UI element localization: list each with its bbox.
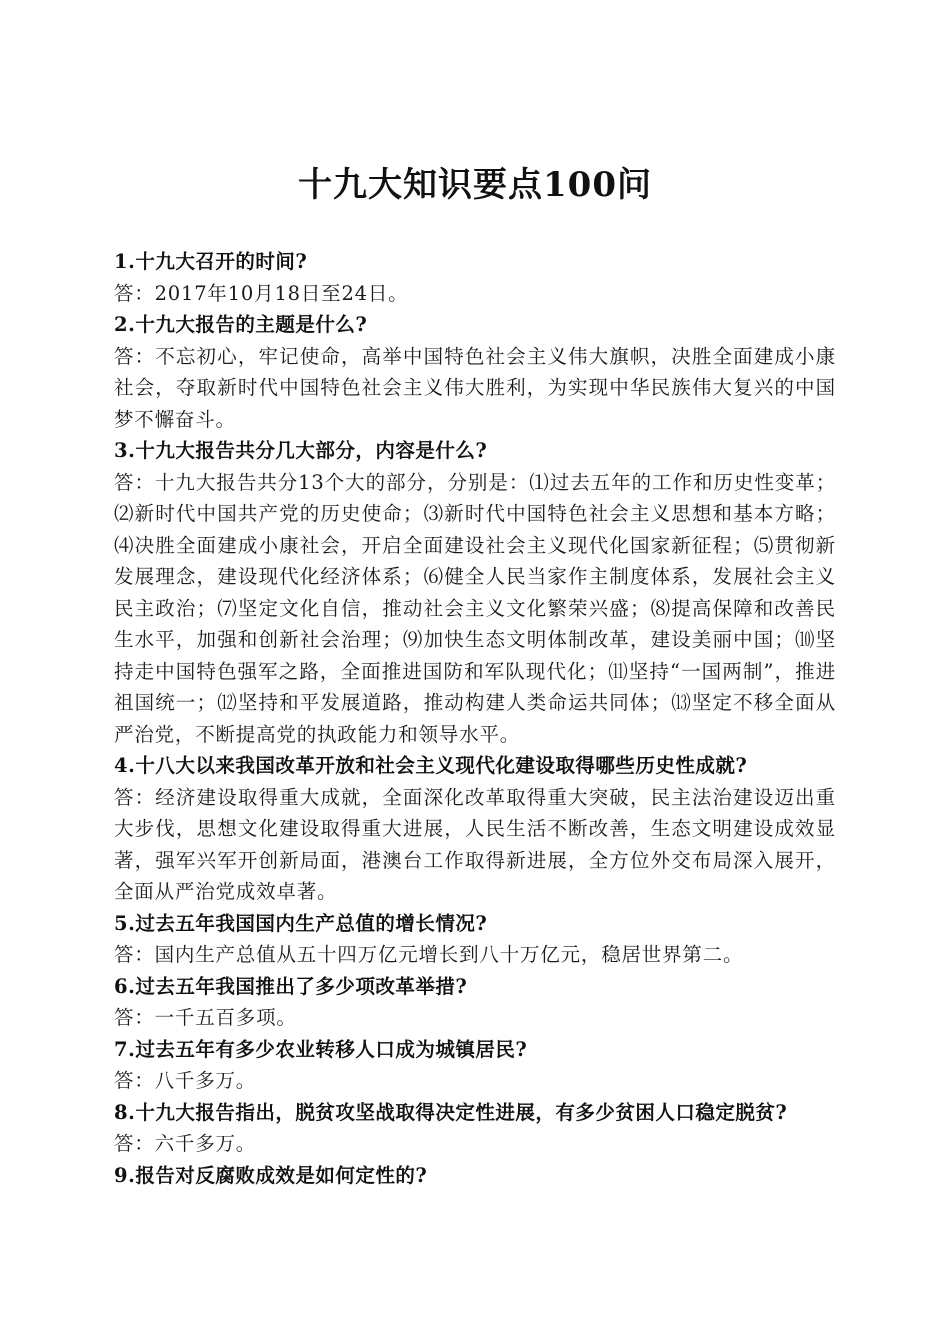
qa-item bbox=[114, 1034, 836, 1097]
answer: 答：不忘初心，牢记使命，高举中国特色社会主义伟大旗帜，决胜全面建成小康社会，夺取新时代中国特色社会主义伟大胜利，为实现中华民族伟大复兴的中国梦不懈奋斗。 bbox=[114, 344, 836, 431]
qa-item bbox=[114, 750, 836, 908]
answer: 答：一千五百多项。 bbox=[114, 1006, 297, 1029]
answer: 答：经济建设取得重大成就，全面深化改革取得重大突破，民主法治建设迈出重大步伐，思想文化建设取得重大进展，人民生活不断改善，生态文明建设成效显著，强军兴军开创新局面，港澳台工作取得新进展，全方位外交布局深入展开，全面从严治党成效卓著。 bbox=[114, 785, 836, 903]
document-page bbox=[114, 162, 836, 1191]
qa-item bbox=[114, 246, 836, 309]
document-title: 十九大知识要点100问 bbox=[298, 165, 652, 205]
question: 2.十九大报告的主题是什么? bbox=[114, 313, 368, 336]
question: 5.过去五年我国国内生产总值的增长情况? bbox=[114, 911, 488, 935]
answer: 答：六千多万。 bbox=[114, 1132, 257, 1155]
answer: 答：2017年10月18日至24日。 bbox=[114, 281, 409, 305]
question: 3.十九大报告共分几大部分，内容是什么? bbox=[114, 439, 488, 462]
qa-item bbox=[114, 1097, 836, 1160]
qa-item bbox=[114, 309, 836, 435]
qa-item bbox=[114, 908, 836, 971]
qa-item bbox=[114, 1160, 836, 1192]
qa-item bbox=[114, 971, 836, 1034]
question: 9.报告对反腐败成效是如何定性的? bbox=[114, 1163, 428, 1187]
question: 1.十九大召开的时间? bbox=[114, 250, 308, 273]
qa-item bbox=[114, 435, 836, 750]
qa-list bbox=[114, 246, 836, 1191]
question: 8.十九大报告指出，脱贫攻坚战取得决定性进展，有多少贫困人口稳定脱贫? bbox=[114, 1100, 788, 1124]
answer: 答：十九大报告共分13个大的部分，分别是：⑴过去五年的工作和历史性变革；⑵新时代中国共产党的历史使命；⑶新时代中国特色社会主义思想和基本方略；⑷决胜全面建成小康社会，开启全面建设社会主义现代化国家新征程；⑸贯彻新发展理念，建设现代化经济体系；⑹健全人民当家作主制度体系，发展社会主义民主政治；⑺坚定文化自信，推动社会主义文化繁荣兴盛；⑻提高保障和改善民生水平，加强和创新社会治理；⑼加快生态文明体制改革，建设美丽中国；⑽坚持走中国特色强军之路，全面推进国防和军队现代化；⑾坚持“一国两制”，推进祖国统一；⑿坚持和平发展道路，推动构建人类命运共同体；⒀坚定不移全面从严治党，不断提高党的执政能力和领导水平。 bbox=[114, 470, 836, 746]
question: 7.过去五年有多少农业转移人口成为城镇居民? bbox=[114, 1037, 528, 1061]
question: 6.过去五年我国推出了多少项改革举措? bbox=[114, 974, 468, 998]
answer: 答：国内生产总值从五十四万亿元增长到八十万亿元，稳居世界第二。 bbox=[114, 943, 744, 966]
answer: 答：八千多万。 bbox=[114, 1069, 257, 1092]
question: 4.十八大以来我国改革开放和社会主义现代化建设取得哪些历史性成就? bbox=[114, 754, 748, 777]
